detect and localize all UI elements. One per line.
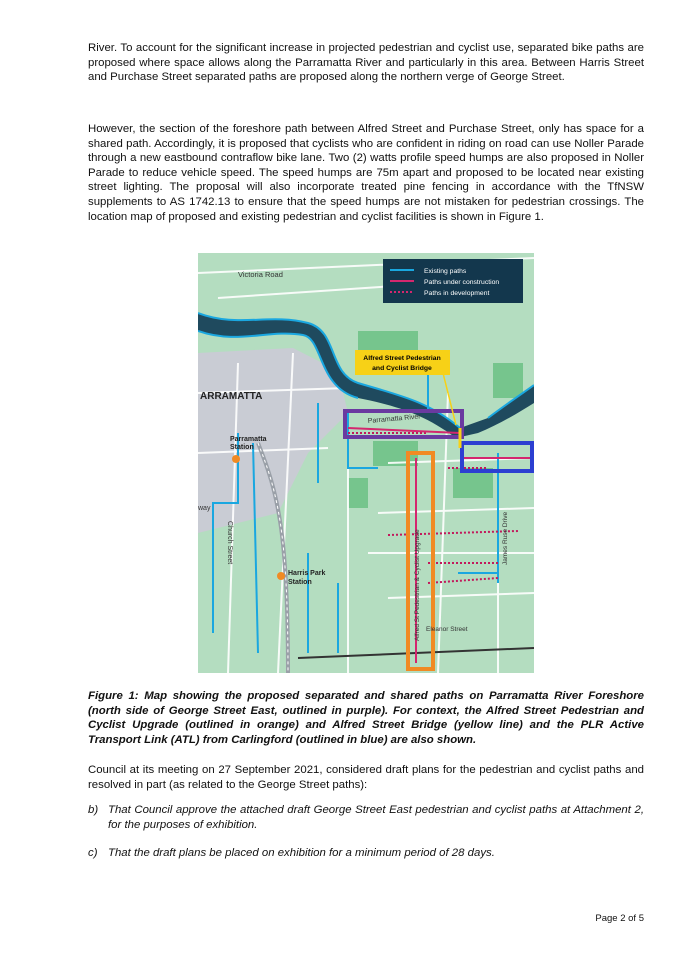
- resolution-b: [88, 803, 644, 832]
- legend-development: Paths in development: [424, 290, 490, 297]
- label-alfred-upgrade: Alfred St Pedestrian & Cyclist Upgrade: [414, 529, 421, 641]
- resolution-c-text: That the draft plans be placed on exhibition for a minimum period of 28 days.: [108, 847, 495, 859]
- label-parramatta-river: Parramatta River: [367, 413, 421, 425]
- label-harris-park-2: Station: [288, 579, 312, 586]
- bridge-label-line2: and Cyclist Bridge: [372, 365, 432, 372]
- paragraph-council-meeting: Council at its meeting on 27 September 2021, considered draft plans for the pedestrian and cyclist paths and resolved in part (as related to the George Street paths):: [88, 764, 644, 791]
- resolution-c: [88, 846, 644, 861]
- figure-map: [198, 253, 534, 673]
- label-church-street: Church Street: [226, 521, 233, 565]
- station-harris-park-icon: [277, 572, 285, 580]
- label-parramatta-station-1: Parramatta: [230, 436, 267, 443]
- station-parramatta-icon: [232, 455, 240, 463]
- paragraph-intro: River. To account for the significant increase in projected pedestrian and cyclist use, separated bike paths are proposed where space allows along the Parramatta River and particularly in this area. Between Harris Street and Purchase Street separated paths are proposed along the northern verge of George Street.: [88, 42, 644, 84]
- label-parramatta: ARRAMATTA: [200, 391, 263, 402]
- map-park: [493, 363, 523, 398]
- resolution-b-text: That Council approve the attached draft George Street East pedestrian and cyclist paths at Attachment 2, for the purposes of exhibition.: [108, 804, 644, 831]
- page-number: Page 2 of 5: [595, 913, 644, 924]
- label-parramatta-station-2: Station: [230, 444, 254, 451]
- map-park: [348, 478, 368, 508]
- label-eleanor-street: Eleanor Street: [426, 626, 468, 633]
- legend-construction: Paths under construction: [424, 279, 500, 286]
- label-victoria-road: Victoria Road: [238, 270, 283, 279]
- legend-existing: Existing paths: [424, 268, 467, 275]
- bridge-label-line1: Alfred Street Pedestrian: [363, 355, 441, 362]
- resolution-c-label: c): [88, 847, 98, 859]
- label-way: way: [198, 505, 211, 512]
- map-svg: [198, 253, 534, 673]
- label-harris-park-1: Harris Park: [288, 570, 326, 577]
- resolution-b-label: b): [88, 804, 99, 816]
- paragraph-foreshore: However, the section of the foreshore path between Alfred Street and Purchase Street, only has space for a shared path. Accordingly, it is proposed that cyclists who are confident in riding on road can use Noller Parade through a new eastbound contraflow bike lane. Two (2) watts profile speed humps are also proposed in Noller Parade to reduce vehicle speed. The speed humps are 75m apart and proposed to be located near existing street lighting. The proposal will also incorporate treated pine fencing in accordance with the TfNSW supplements to AS 1742.13 to ensure that the speed humps are not mistaken for pedestrian crossings. The location map of proposed and existing pedestrian and cyclist facilities is shown in Figure 1.: [88, 123, 644, 223]
- figure-caption: Figure 1: Map showing the proposed separated and shared paths on Parramatta River Foreshore (north side of George Street East, outlined in purple). For context, the Alfred Street Pedestrian and Cyclist Upgrade (outlined in orange) and Alfred Street Bridge (yellow line) and the PLR Active Transport Link (ATL) from Carlingford (outlined in blue) are also shown.: [88, 690, 644, 746]
- label-james-ruse-drive: James Ruse Drive: [502, 511, 509, 565]
